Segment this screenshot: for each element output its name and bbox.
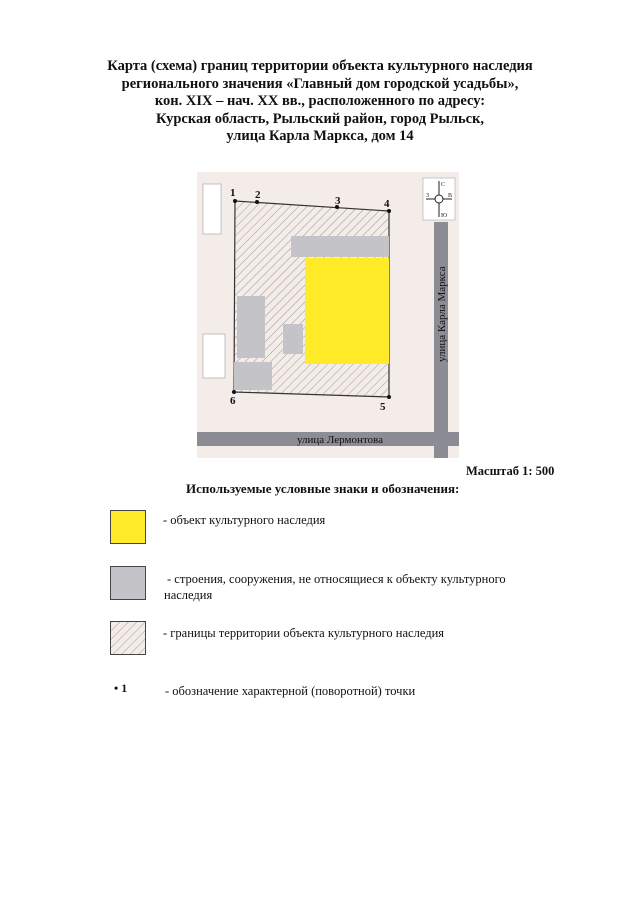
title-line-5: улица Карла Маркса, дом 14 [226,128,414,144]
title-line-2: регионального значения «Главный дом городской усадьбы», [121,75,519,92]
legend-building-line-1: - строения, сооружения, не относящиеся к объекту культурного [167,572,506,586]
legend-point-symbol: • 1 [114,681,128,695]
legend-boundary-swatch [110,621,146,655]
neighbor-lot-left [203,334,225,378]
legend-building-text [164,571,506,603]
point-label-6: 6 [230,395,236,407]
legend-heritage-text: - объект культурного наследия [163,513,326,527]
compass-south-label: Ю [441,213,448,219]
legend-building-line-2: наследия [164,588,213,602]
legend-title: Используемые условные знаки и обозначения: [186,481,460,496]
point-label-5: 5 [380,401,386,413]
point-label-4: 4 [384,198,390,210]
legend-point-text: - обозначение характерной (поворотной) точки [165,684,416,698]
point-label-3: 3 [335,195,341,207]
title-line-4: Курская область, Рыльский район, город Рыльск, [155,110,485,127]
legend-heritage-swatch [110,510,146,544]
compass-west-label: З [426,193,430,199]
point-label-2: 2 [255,189,261,201]
street-horizontal-label: улица Лермонтова [297,434,383,446]
title-line-3: кон. XIX – нач. XX вв., расположенного по адресу: [154,93,486,109]
map-scale: Масштаб 1: 500 [466,464,555,478]
legend-boundary-text: - границы территории объекта культурного наследия [163,626,445,640]
boundary-map [197,172,459,458]
point-label-1: 1 [230,187,236,199]
compass-north-label: С [441,182,446,188]
heritage-building [305,258,389,364]
building-left [237,296,265,358]
compass-rose [423,178,455,220]
building-top [291,236,389,257]
street-vertical-label: улица Карла Маркса [436,266,448,362]
document-title [40,58,600,146]
building-small [283,324,303,354]
compass-east-label: В [448,193,453,199]
title-line-1: Карта (схема) границ территории объекта культурного наследия [107,58,533,74]
legend-building-swatch [110,566,146,600]
building-bottom-left [234,362,272,390]
neighbor-lot-top [203,184,221,234]
